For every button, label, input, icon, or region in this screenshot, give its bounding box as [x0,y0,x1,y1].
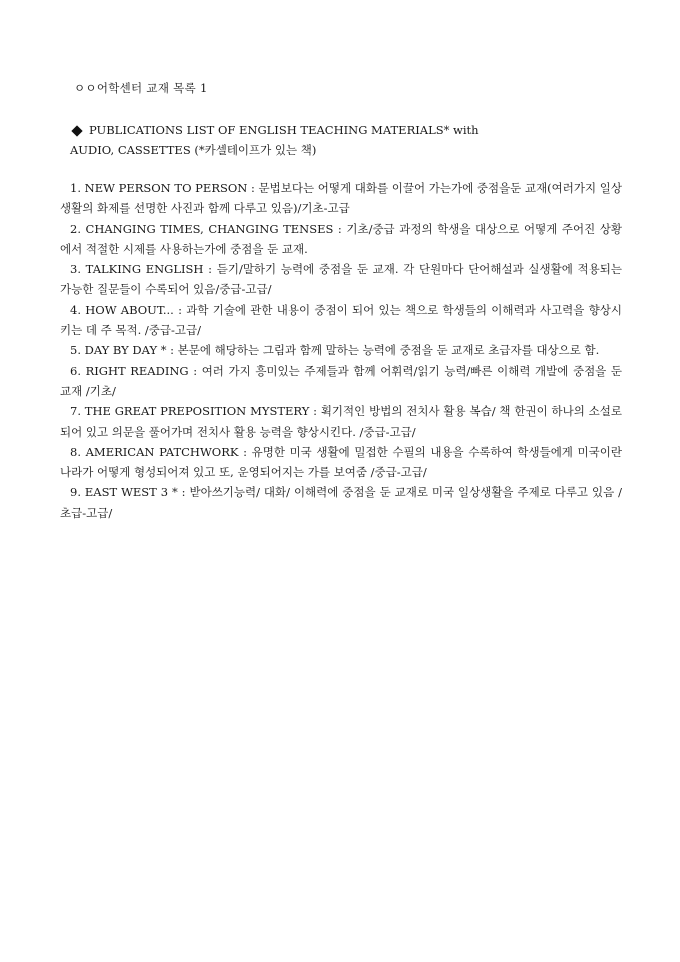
diamond-bullet-icon [71,125,82,136]
publications-heading-line-2: AUDIO, CASSETTES (*카셀테이프가 있는 책) [70,143,317,157]
list-item: 5. DAY BY DAY * : 본문에 해당하는 그림과 함께 말하는 능력에 중점을 둔 교재로 초급자를 대상으로 함. [70,343,600,358]
publications-heading [70,120,630,160]
publications-heading-line-1 [70,120,630,140]
document-title: ㅇㅇ어학센터 교재 목록 1 [74,81,208,95]
list-item: 3. TALKING ENGLISH : 듣기/말하기 능력에 중점을 둔 교재. 각 단원마다 단어해설과 실생활에 적용되는 가능한 질문들이 수록되어 있음/중급-고급/ [60,262,622,297]
list-item: 6. RIGHT READING : 여러 가지 흥미있는 주제들과 함께 어휘력/읽기 능력/빠른 이해력 개발에 중점을 둔 교재 /기초/ [60,363,622,398]
list-item: 4. HOW ABOUT... : 과학 기술에 관한 내용이 중점이 되어 있는 책으로 학생들의 이해력과 사고력을 향상시키는 데 주 목적. /중급-고급/ [60,302,622,338]
list-item: 1. NEW PERSON TO PERSON : 문법보다는 어떻게 대화를 이끌어 가는가에 중점을둔 교재(여러가지 일상생활의 화제를 선명한 사진과 함께 다루고 있음)/기초-고급 [60,181,622,216]
list-item: 9. EAST WEST 3 * : 받아쓰기능력/ 대화/ 이해력에 중점을 둔 교재로 미국 일상생활을 주제로 다루고 있음 /초급-고급/ [60,485,622,520]
materials-list [60,178,622,523]
publications-heading-text-1: PUBLICATIONS LIST OF ENGLISH TEACHING MATERIALS* with [89,123,479,137]
list-item: 8. AMERICAN PATCHWORK : 유명한 미국 생활에 밀접한 수필의 내용을 수록하여 학생들에게 미국이란 나라가 어떻게 형성되어져 있고 또, 운영되어지는 가를 보여줌 /중급-고급/ [60,444,622,480]
list-item: 2. CHANGING TIMES, CHANGING TENSES : 기초/중급 과정의 학생을 대상으로 어떻게 주어진 상황에서 적절한 시제를 사용하는가에 중점을 둔 교재. [60,221,622,256]
list-item: 7. THE GREAT PREPOSITION MYSTERY : 획기적인 방법의 전치사 활용 복습/ 책 한권이 하나의 소설로 되어 있고 의문을 풀어가며 전치사 활용 능력을 향상시킨다. /중급-고급/ [60,404,622,439]
